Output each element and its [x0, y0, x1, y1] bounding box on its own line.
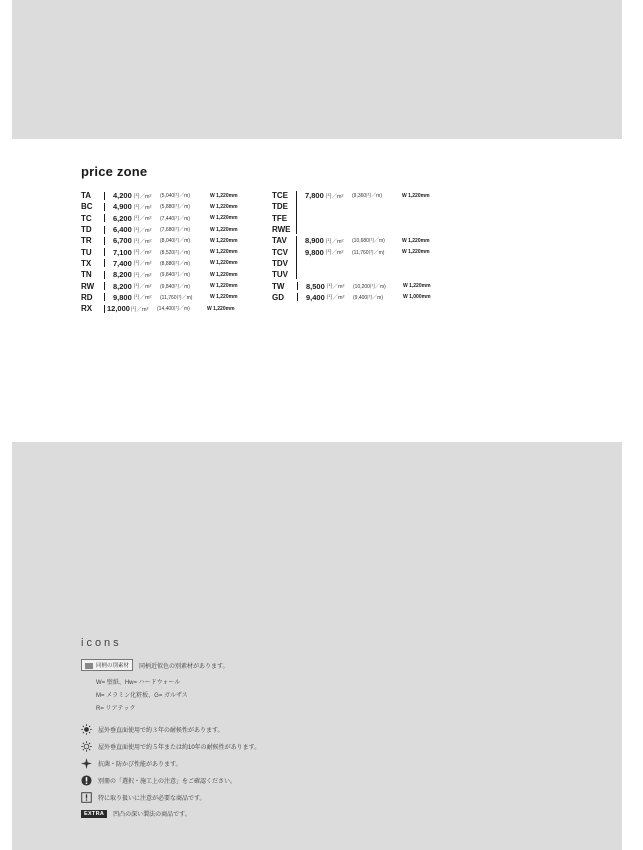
code-list [272, 190, 296, 235]
legend-text: 屋外垂直面使用で約５年または約10年の耐候性があります。 [98, 745, 261, 751]
group-divider [296, 191, 297, 234]
price-row [272, 246, 296, 257]
unit: 円／m² [327, 284, 345, 291]
divider [297, 293, 298, 301]
per-meter: (9,400円／m) [353, 294, 384, 301]
price-row [272, 201, 296, 212]
price: 6,700 [113, 236, 132, 246]
code-list [272, 235, 296, 280]
product-code: TDE [272, 202, 288, 212]
roll-width: W 1,220mm [402, 192, 430, 199]
product-code: TX [81, 258, 92, 268]
abbreviation-line: W= 壁紙、Hw= ハードウォール [96, 680, 181, 686]
product-code: TCV [272, 247, 288, 257]
unit: 円／m² [327, 295, 345, 302]
per-meter: (10,680円／m) [352, 238, 385, 245]
per-meter: (7,440円／m) [160, 215, 191, 222]
roll-width: W 1,220mm [402, 249, 430, 256]
divider [104, 248, 105, 256]
tag-label: 同柄の別素材 [96, 663, 130, 669]
product-code: TW [272, 281, 285, 291]
price: 12,000 [107, 304, 130, 314]
price-row [81, 292, 238, 303]
per-meter: (7,680円／m) [160, 227, 191, 234]
legend-alt-material [81, 659, 229, 671]
legend-text: 凹凸の深い製法の商品です。 [113, 812, 191, 818]
product-code: TD [81, 225, 92, 235]
roll-width: W 1,220mm [210, 260, 238, 267]
price-group-e [272, 190, 431, 235]
price-row [272, 224, 296, 235]
unit: 円／m² [326, 193, 344, 200]
price: 6,400 [113, 225, 132, 235]
group-price [305, 246, 430, 257]
per-meter: (14,400円／m) [157, 306, 190, 313]
sparkle-icon [81, 758, 92, 769]
group-divider [296, 236, 297, 279]
sun-filled-icon [81, 724, 92, 735]
price-row [272, 213, 296, 224]
roll-width: W 1,220mm [210, 237, 238, 244]
unit: 円／m² [134, 193, 152, 200]
unit: 円／m² [131, 306, 149, 313]
price-row [81, 246, 238, 257]
exclamation-box-icon [81, 792, 92, 803]
roll-width: W 1,220mm [403, 283, 431, 290]
unit: 円／m² [134, 261, 152, 268]
price-row [81, 280, 238, 291]
per-meter: (11,760円／m) [160, 294, 193, 301]
price: 8,200 [113, 281, 132, 291]
per-meter: (11,760円／m) [352, 249, 385, 256]
per-meter: (9,840円／m) [160, 283, 191, 290]
group-prices [305, 235, 430, 280]
roll-width: W 1,220mm [207, 305, 235, 312]
exclamation-circle-icon [81, 775, 92, 786]
price-row [81, 201, 238, 212]
unit: 円／m² [134, 250, 152, 257]
price-column-left [81, 190, 238, 314]
divider [104, 271, 105, 279]
price: 9,400 [306, 292, 325, 302]
per-meter: (8,880円／m) [160, 260, 191, 267]
product-code: BC [81, 202, 93, 212]
divider [297, 282, 298, 290]
legend-warning [81, 775, 236, 786]
extra-badge: EXTRA [81, 810, 107, 818]
product-code: TDV [272, 258, 288, 268]
price: 8,500 [306, 281, 325, 291]
unit: 円／m² [134, 204, 152, 211]
price: 7,800 [305, 191, 324, 201]
legend-text: 抗菌・防かび性能があります。 [98, 762, 182, 768]
per-meter: (8,040円／m) [160, 238, 191, 245]
price-row [272, 235, 296, 246]
per-meter: (10,200円／m) [353, 283, 386, 290]
abbreviation-line: M= メラミン化粧板、G= ガルザス [96, 693, 188, 699]
product-code: GD [272, 292, 284, 302]
abbreviation-line: R= リアテック [96, 706, 136, 712]
unit: 円／m² [326, 250, 344, 257]
price-row [81, 235, 238, 246]
legend-handle-care [81, 792, 206, 803]
price: 8,200 [113, 270, 132, 280]
legend-text: 特に取り扱いに注意が必要な商品です。 [98, 796, 206, 802]
price-row [272, 258, 296, 269]
price: 4,900 [113, 202, 132, 212]
divider [104, 237, 105, 245]
per-meter: (9,360円／m) [352, 193, 383, 200]
divider [104, 282, 105, 290]
price-row [81, 190, 238, 201]
price-row [81, 303, 238, 314]
product-code: TA [81, 191, 92, 201]
product-code: RD [81, 292, 93, 302]
product-code: TFE [272, 213, 288, 223]
price: 7,400 [113, 258, 132, 268]
divider [104, 293, 105, 301]
price-row [272, 280, 431, 291]
divider [104, 192, 105, 200]
product-code: TU [81, 247, 92, 257]
price-group-v [272, 235, 431, 280]
price-row [81, 213, 238, 224]
price-row [272, 269, 296, 280]
price-row [81, 269, 238, 280]
per-meter: (9,840円／m) [160, 272, 191, 279]
alt-material-tag [81, 659, 133, 671]
divider [104, 259, 105, 267]
price: 4,200 [113, 191, 132, 201]
legend-text: 屋外垂直面使用で約３年の耐候性があります。 [98, 728, 224, 734]
roll-width: W 1,220mm [210, 215, 238, 222]
unit: 円／m² [134, 227, 152, 234]
legend-weather-3y [81, 724, 224, 735]
product-code: RWE [272, 225, 291, 235]
price-zone-title: price zone [81, 164, 148, 179]
group-price [305, 235, 430, 246]
per-meter: (5,040円／m) [160, 193, 191, 200]
roll-width: W 1,220mm [210, 203, 238, 210]
unit: 円／m² [134, 295, 152, 302]
roll-width: W 1,220mm [210, 226, 238, 233]
unit: 円／m² [134, 238, 152, 245]
per-meter: (5,880円／m) [160, 204, 191, 211]
roll-width: W 1,220mm [210, 249, 238, 256]
divider [104, 203, 105, 211]
sun-outline-icon [81, 741, 92, 752]
price: 9,800 [305, 247, 324, 257]
price-row [272, 190, 296, 201]
price-row [81, 224, 238, 235]
roll-width: W 1,220mm [210, 294, 238, 301]
per-meter: (8,520円／m) [160, 249, 191, 256]
legend-weather-5y [81, 741, 260, 752]
legend-text: 別冊の「選択・施工上の注意」をご確認ください。 [98, 779, 237, 785]
roll-width: W 1,220mm [402, 237, 430, 244]
icons-title: icons [81, 637, 122, 649]
roll-width: W 1,000mm [403, 294, 431, 301]
unit: 円／m² [134, 272, 152, 279]
divider [104, 226, 105, 234]
product-code: RX [81, 304, 93, 314]
price: 6,200 [113, 213, 132, 223]
divider [104, 305, 105, 313]
unit: 円／m² [134, 284, 152, 291]
product-code: TUV [272, 270, 288, 280]
price-row [81, 258, 238, 269]
price: 7,100 [113, 247, 132, 257]
top-gray-band [12, 0, 622, 139]
divider [104, 214, 105, 222]
roll-width: W 1,220mm [210, 271, 238, 278]
unit: 円／m² [326, 238, 344, 245]
product-code: TC [81, 213, 92, 223]
product-code: RW [81, 281, 95, 291]
price-row [272, 292, 431, 303]
product-code: TCE [272, 191, 288, 201]
product-code: TAV [272, 236, 287, 246]
legend-antibacterial [81, 758, 182, 769]
price: 8,900 [305, 236, 324, 246]
price: 9,800 [113, 292, 132, 302]
legend-text: 同柄近似色の別素材があります。 [139, 663, 229, 670]
price-column-right [272, 190, 431, 303]
product-code: TN [81, 270, 92, 280]
roll-width: W 1,220mm [210, 283, 238, 290]
roll-width: W 1,220mm [210, 192, 238, 199]
unit: 円／m² [134, 216, 152, 223]
group-price [305, 190, 430, 201]
legend-extra [81, 809, 191, 818]
product-code: TR [81, 236, 92, 246]
square-icon [85, 663, 93, 669]
